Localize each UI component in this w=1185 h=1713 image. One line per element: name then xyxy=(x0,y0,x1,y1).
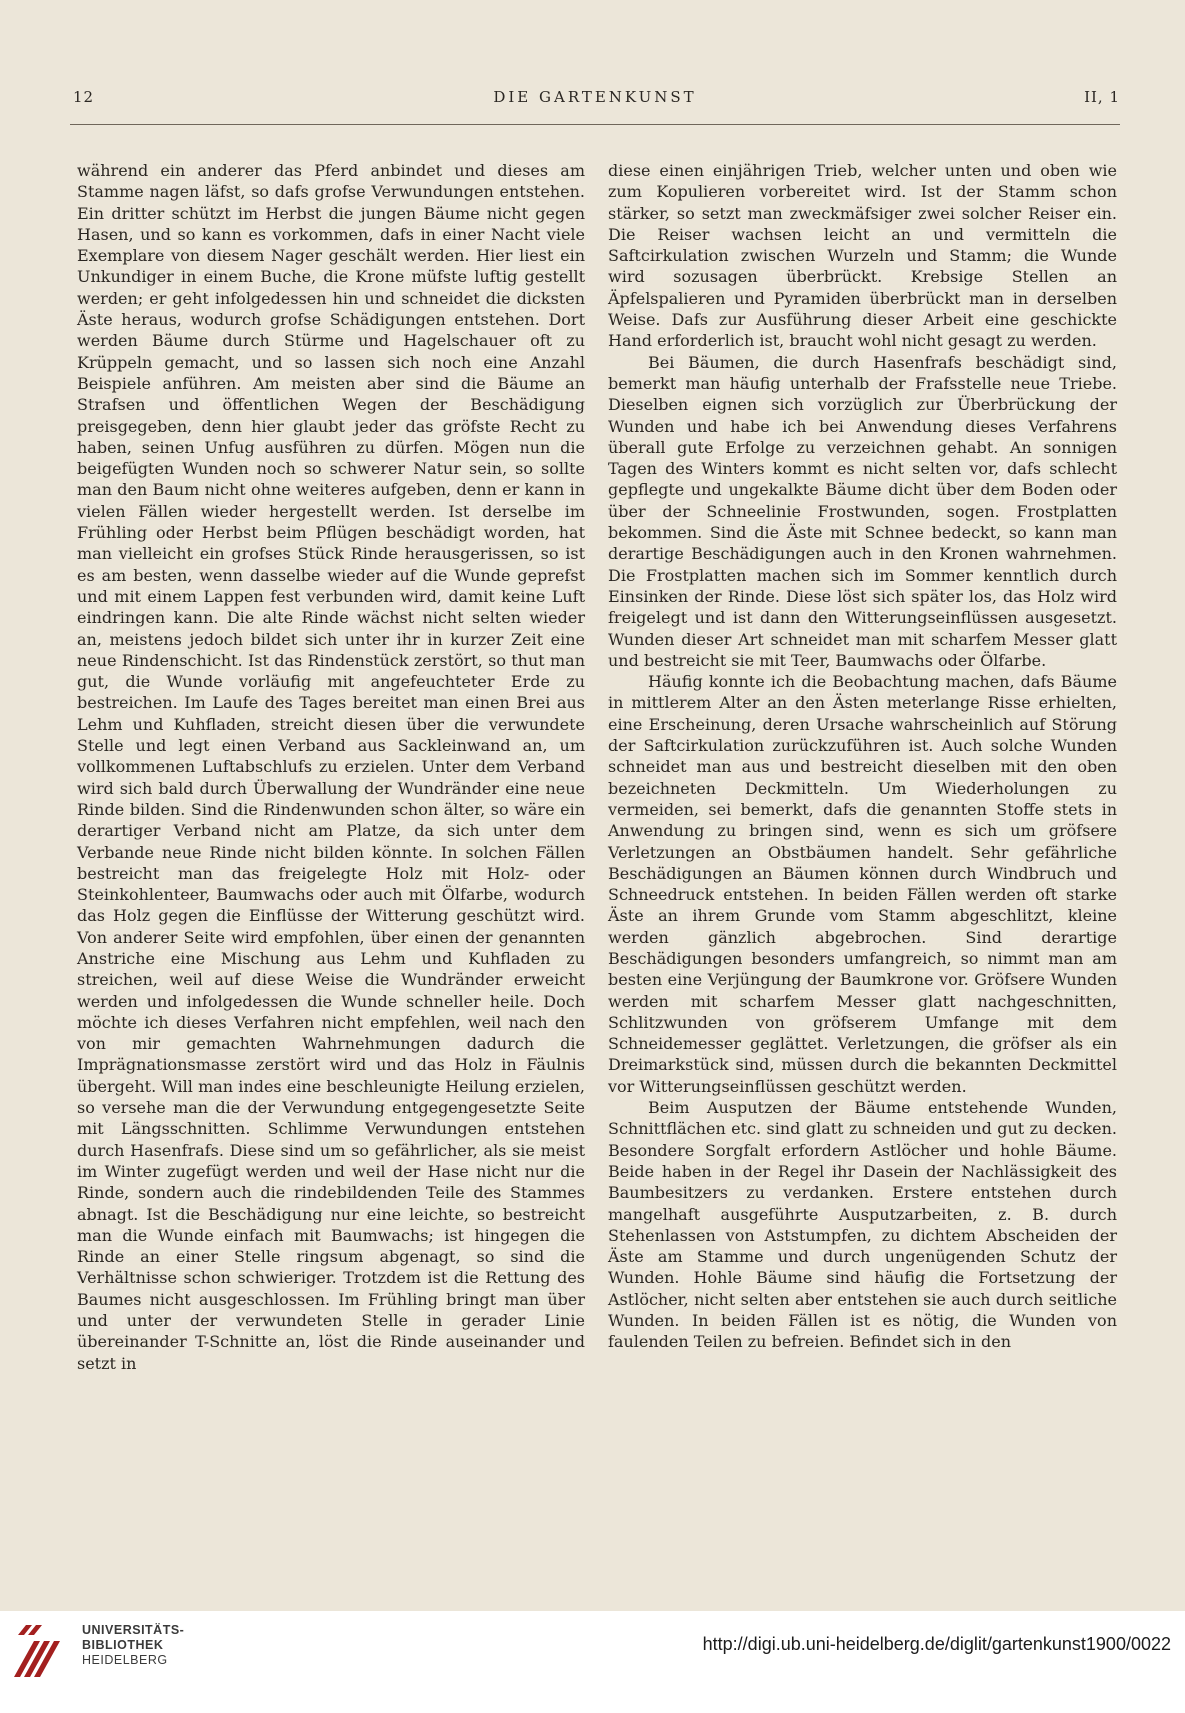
paragraph: Beim Ausputzen der Bäume entstehende Wunden, Schnittflächen etc. sind glatt zu schneiden und gut zu decken. Besondere Sorgfalt erfordern Astlöcher und hohle Bäume. Beide haben in der Regel ihr Dasein der Nachlässigkeit des Baumbesitzers zu verdanken. Erstere entstehen durch mangelhaft ausgeführte Ausputzarbeiten, z. B. durch Stehenlassen von Aststumpfen, zu dichtem Abscheiden der Äste am Stamme und durch ungenügenden Schutz der Wunden. Hohle Bäume sind häufig die Fortsetzung der Astlöcher, nicht selten aber entstehen sie auch durch seitliche Wunden. In beiden Fällen ist es nötig, die Wunden von faulenden Teilen zu befreien. Befindet sich in den xyxy=(608,1098,1117,1352)
library-name-line: BIBLIOTHEK xyxy=(82,1638,164,1652)
paragraph: während ein anderer das Pferd anbindet und dieses am Stamme nagen läfst, so dafs grofse Verwundungen entstehen. Ein dritter schützt im Herbst die jungen Bäume nicht gegen Hasen, und so kann es vorkommen, dafs in einer Nacht viele Exemplare von diesem Nager geschält werden. Hier liest ein Unkundiger in einem Buche, die Krone müfste luftig gestellt werden; er geht infolgedessen hin und schneidet die dicksten Äste heraus, wodurch grofse Schädigungen entstehen. Dort werden Bäume durch Stürme und Hagelschauer oft zu Krüppeln gemacht, und so lassen sich noch eine Anzahl Beispiele anführen. Am meisten aber sind die Bäume an Strafsen und öffentlichen Wegen der Beschädigung preisgegeben, denn hier glaubt jeder das gröfste Recht zu haben, seinen Unfug ausführen zu dürfen. Mögen nun die beigefügten Wunden noch so schwerer Natur sein, so sollte man den Baum nicht ohne weiteres aufgeben, denn er kann in vielen Fällen wieder hergestellt werden. Ist derselbe im Frühling oder Herbst beim Pflügen beschädigt worden, hat man vielleicht ein grofses Stück Rinde herausgerissen, so ist es am besten, wenn dasselbe wieder auf die Wunde geprefst und mit einem Lappen fest verbunden wird, damit keine Luft eindringen kann. Die alte Rinde wächst nicht selten wieder an, meistens jedoch bildet sich unter ihr in kurzer Zeit eine neue Rindenschicht. Ist das Rindenstück zerstört, so thut man gut, die Wunde vorläufig mit angefeuchteter Erde zu bestreichen. Im Laufe des Tages bereitet man einen Brei aus Lehm und Kuhfladen, streicht diesen über die verwundete Stelle und legt einen Verband aus Sackleinwand an, um vollkommenen Luftabschlufs zu erzielen. Unter dem Verband wird sich bald durch Überwallung der Wundränder eine neue Rinde bilden. Sind die Rindenwunden schon älter, so wäre ein derartiger Verband nicht am Platze, da sich unter dem Verbande neue Rinde nicht bilden könnte. In solchen Fällen bestreicht man das freigelegte Holz mit Holz- oder Steinkohlenteer, Baumwachs oder auch mit Ölfarbe, wodurch das Holz gegen die Einflüsse der Witterung geschützt wird. Von anderer Seite wird empfohlen, über einen der genannten Anstriche eine Mischung aus Lehm und Kuhfladen zu streichen, weil auf diese Weise die Wundränder erweicht werden und infolgedessen die Wunde schneller heile. Doch möchte ich dieses Verfahren nicht empfehlen, weil nach den von mir gemachten Wahrnehmungen dadurch die Imprägnationsmasse zerstört wird und das Holz in Fäulnis übergeht. Will man indes eine beschleunigte Heilung erzielen, so versehe man die der Verwundung entgegengesetzte Seite mit Längsschnitten. Schlimme Verwundungen entstehen durch Hasenfrafs. Diese sind um so gefährlicher, als sie meist im Winter zugefügt werden und weil der Hase nicht nur die Rinde, sondern auch die rindebildenden Teile des Stammes abnagt. Ist die Beschädigung nur eine leichte, so bestreicht man die Wunde einfach mit Baumwachs; ist hingegen die Rinde an einer Stelle ringsum abgenagt, so sind die Verhältnisse schon schwieriger. Trotzdem ist die Rettung des Baumes nicht ausgeschlossen. Im Frühling bringt man über und unter der verwundeten Stelle in gerader Linie übereinander T-Schnitte an, löst die Rinde auseinander und setzt in xyxy=(77,161,585,1373)
volume-number: II, 1 xyxy=(1084,88,1120,106)
right-column xyxy=(608,160,1117,1353)
paragraph: Häufig konnte ich die Beobachtung machen, dafs Bäume in mittlerem Alter an den Ästen meterlange Risse erhielten, eine Erscheinung, deren Ursache wahrscheinlich auf Störung der Saftcirkulation zurückzuführen ist. Auch solche Wunden schneidet man aus und bestreicht dieselben mit den oben bezeichneten Deckmitteln. Um Wiederholungen zu vermeiden, sei bemerkt, dafs die genannten Stoffe stets in Anwendung zu bringen sind, wenn es sich um gröfsere Verletzungen an Obstbäumen handelt. Sehr gefährliche Beschädigungen an Bäumen können durch Windbruch und Schneedruck entstehen. In beiden Fällen werden oft starke Äste an ihrem Grunde vom Stamm abgeschlitzt, kleine werden gänzlich abgebrochen. Sind derartige Beschädigungen besonders umfangreich, so nimmt man am besten eine Verjüngung der Baumkrone vor. Gröfsere Wunden werden mit scharfem Messer glatt nachgeschnitten, Schlitzwunden von gröfserem Umfange mit dem Schneidemesser geglättet. Verletzungen, die gröfser als ein Dreimarkstück sind, müssen durch die bekannten Deckmittel vor Witterungseinflüssen geschützt werden. xyxy=(608,672,1117,1096)
page-header xyxy=(70,84,1120,108)
left-column xyxy=(77,160,585,1374)
library-name xyxy=(82,1623,184,1668)
paragraph: Bei Bäumen, die durch Hasenfrafs beschädigt sind, bemerkt man häufig unterhalb der Frafsstelle neue Triebe. Dieselben eignen sich vorzüglich zur Überbrückung der Wunden und habe ich bei Anwendung dieses Verfahrens überall gute Erfolge zu verzeichnen gehabt. An sonnigen Tagen des Winters kommt es nicht selten vor, dafs schlecht gepflegte und ungekalkte Bäume dicht über dem Boden oder über der Schneelinie Frostwunden, sogen. Frostplatten bekommen. Sind die Äste mit Schnee bedeckt, so kann man derartige Beschädigungen auch in den Kronen wahrnehmen. Die Frostplatten machen sich im Sommer kenntlich durch Einsinken der Rinde. Diese löst sich später los, das Holz wird freigelegt und ist dann den Witterungseinflüssen ausgesetzt. Wunden dieser Art schneidet man mit scharfem Messer glatt und bestreicht sie mit Teer, Baumwachs oder Ölfarbe. xyxy=(608,352,1117,670)
footer-bar xyxy=(0,1611,1185,1713)
library-name-line: UNIVERSITÄTS- xyxy=(82,1623,185,1637)
library-name-line: HEIDELBERG xyxy=(82,1653,168,1667)
library-logo-icon xyxy=(10,1621,74,1681)
header-rule xyxy=(70,124,1120,125)
journal-title: DIE GARTENKUNST xyxy=(493,88,697,106)
source-url-link[interactable]: http://digi.ub.uni-heidelberg.de/diglit/gartenkunst1900/0022 xyxy=(702,1634,1171,1654)
paragraph: diese einen einjährigen Trieb, welcher unten und oben wie zum Kopulieren vorbereitet wird. Ist der Stamm schon stärker, so setzt man zweckmäfsiger zwei solcher Reiser ein. Die Reiser wachsen leicht an und vermitteln die Saftcirkulation zwischen Wurzeln und Stamm; die Wunde wird sozusagen überbrückt. Krebsige Stellen an Äpfelspalieren und Pyramiden überbrückt man in derselben Weise. Dafs zur Ausführung dieser Arbeit eine geschickte Hand erforderlich ist, braucht wohl nicht gesagt zu werden. xyxy=(608,161,1117,351)
page-number: 12 xyxy=(73,88,95,106)
